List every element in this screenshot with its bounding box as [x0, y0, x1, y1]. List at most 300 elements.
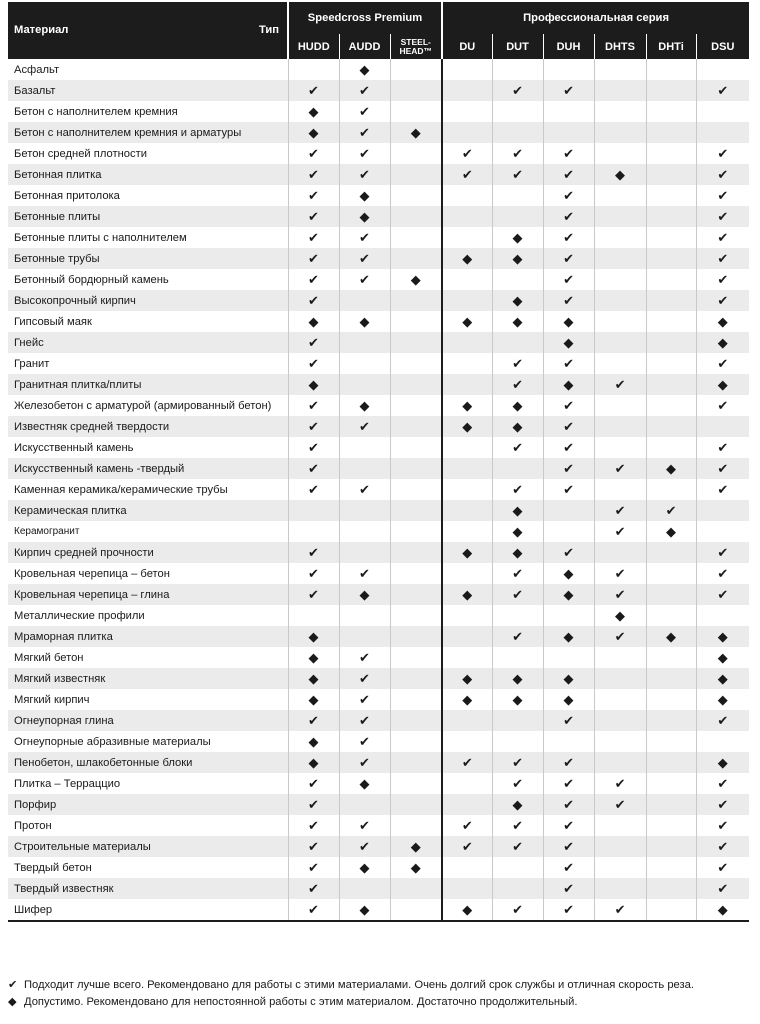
- rating-cell: [646, 563, 696, 584]
- rating-cell: ✔: [594, 626, 646, 647]
- rating-cell: [594, 710, 646, 731]
- rating-cell: ✔: [288, 143, 339, 164]
- rating-cell: ◆: [339, 857, 390, 878]
- rating-cell: ◆: [696, 752, 749, 773]
- rating-cell: ◆: [492, 542, 543, 563]
- rating-cell: ✔: [288, 857, 339, 878]
- rating-cell: [442, 290, 492, 311]
- rating-cell: [288, 500, 339, 521]
- rating-cell: ◆: [288, 668, 339, 689]
- rating-cell: ◆: [543, 332, 594, 353]
- rating-cell: [646, 311, 696, 332]
- check-icon: ✔: [8, 979, 18, 991]
- rating-cell: ✔: [339, 143, 390, 164]
- rating-cell: ✔: [543, 437, 594, 458]
- material-name: Железобетон с арматурой (армированный бетон): [14, 399, 272, 412]
- rating-cell: ◆: [594, 605, 646, 626]
- rating-cell: [646, 542, 696, 563]
- material-name: Известняк средней твердости: [8, 416, 288, 437]
- table-row: [8, 563, 749, 584]
- rating-cell: ✔: [339, 164, 390, 185]
- rating-cell: ✔: [696, 542, 749, 563]
- rating-cell: [594, 101, 646, 122]
- rating-cell: [646, 80, 696, 101]
- rating-cell: ✔: [543, 752, 594, 773]
- rating-cell: [390, 80, 442, 101]
- rating-cell: ✔: [696, 458, 749, 479]
- rating-cell: [696, 731, 749, 752]
- table-row: [8, 269, 749, 290]
- rating-cell: [442, 185, 492, 206]
- rating-cell: [390, 479, 442, 500]
- rating-cell: ✔: [696, 269, 749, 290]
- rating-cell: ✔: [696, 710, 749, 731]
- material-name: Огнеупорные абразивные материалы: [14, 735, 211, 748]
- rating-cell: ✔: [339, 710, 390, 731]
- rating-cell: ◆: [543, 584, 594, 605]
- rating-cell: ◆: [288, 122, 339, 143]
- rating-cell: ✔: [288, 227, 339, 248]
- rating-cell: ✔: [288, 899, 339, 921]
- rating-cell: ✔: [492, 836, 543, 857]
- material-name: Каменная керамика/керамические трубы: [14, 483, 228, 496]
- rating-cell: [390, 605, 442, 626]
- rating-cell: [543, 59, 594, 80]
- rating-cell: [442, 521, 492, 542]
- rating-cell: ✔: [339, 479, 390, 500]
- rating-cell: ✔: [696, 227, 749, 248]
- rating-cell: ◆: [288, 374, 339, 395]
- rating-cell: [390, 647, 442, 668]
- rating-cell: [594, 689, 646, 710]
- rating-cell: [646, 815, 696, 836]
- rating-cell: ◆: [696, 668, 749, 689]
- rating-cell: [390, 416, 442, 437]
- rating-cell: [390, 101, 442, 122]
- table-row: [8, 521, 749, 542]
- rating-cell: [594, 332, 646, 353]
- table-row: [8, 542, 749, 563]
- rating-cell: [646, 878, 696, 899]
- rating-cell: [492, 332, 543, 353]
- rating-cell: [646, 332, 696, 353]
- rating-cell: [594, 185, 646, 206]
- rating-cell: ✔: [696, 164, 749, 185]
- rating-cell: [442, 878, 492, 899]
- column-header: DHTi: [646, 34, 696, 59]
- rating-cell: ✔: [339, 689, 390, 710]
- rating-cell: [646, 836, 696, 857]
- rating-cell: ✔: [696, 395, 749, 416]
- rating-cell: ◆: [288, 689, 339, 710]
- rating-cell: [646, 374, 696, 395]
- material-name: Высокопрочный кирпич: [8, 290, 288, 311]
- rating-cell: [442, 59, 492, 80]
- rating-cell: ◆: [288, 731, 339, 752]
- legend-best-text: Подходит лучше всего. Рекомендовано для работы с этими материалами. Очень долгий срок службы и отличная скорость реза.: [24, 979, 694, 991]
- rating-cell: ✔: [492, 164, 543, 185]
- rating-cell: ✔: [288, 878, 339, 899]
- column-header: DSU: [696, 34, 749, 59]
- column-header: DUT: [492, 34, 543, 59]
- rating-cell: [646, 395, 696, 416]
- rating-cell: ◆: [696, 899, 749, 921]
- rating-cell: [543, 101, 594, 122]
- rating-cell: [696, 122, 749, 143]
- rating-cell: ✔: [696, 584, 749, 605]
- rating-cell: [594, 59, 646, 80]
- rating-cell: ✔: [696, 878, 749, 899]
- material-name: Протон: [14, 819, 52, 832]
- rating-cell: [390, 185, 442, 206]
- rating-cell: ✔: [442, 752, 492, 773]
- material-name: Гнейс: [8, 332, 288, 353]
- table-row: [8, 416, 749, 437]
- rating-cell: [594, 815, 646, 836]
- rating-cell: ✔: [339, 269, 390, 290]
- rating-cell: ◆: [442, 395, 492, 416]
- material-name: Бетонный бордюрный камень: [14, 273, 169, 286]
- rating-cell: ✔: [288, 584, 339, 605]
- rating-cell: ✔: [339, 122, 390, 143]
- rating-cell: [543, 605, 594, 626]
- rating-cell: [492, 185, 543, 206]
- table-row: [8, 437, 749, 458]
- rating-cell: ✔: [442, 143, 492, 164]
- rating-cell: [492, 59, 543, 80]
- rating-cell: ◆: [339, 899, 390, 921]
- table-row: [8, 290, 749, 311]
- table-row: [8, 374, 749, 395]
- table-row: [8, 773, 749, 794]
- rating-cell: ✔: [492, 80, 543, 101]
- rating-cell: ✔: [543, 248, 594, 269]
- rating-cell: ◆: [543, 689, 594, 710]
- rating-cell: ◆: [594, 164, 646, 185]
- rating-cell: [339, 626, 390, 647]
- table-row: [8, 689, 749, 710]
- rating-cell: ✔: [492, 353, 543, 374]
- rating-cell: ✔: [543, 815, 594, 836]
- rating-cell: ◆: [492, 290, 543, 311]
- rating-cell: [390, 59, 442, 80]
- rating-cell: [492, 647, 543, 668]
- rating-cell: [390, 878, 442, 899]
- rating-cell: [442, 479, 492, 500]
- material-name: Мягкий кирпич: [14, 693, 90, 706]
- table-row: [8, 731, 749, 752]
- rating-cell: ✔: [696, 437, 749, 458]
- rating-cell: [390, 626, 442, 647]
- rating-cell: ✔: [288, 269, 339, 290]
- rating-cell: ✔: [492, 479, 543, 500]
- table-row: [8, 80, 749, 101]
- rating-cell: ◆: [339, 311, 390, 332]
- rating-cell: ◆: [646, 626, 696, 647]
- rating-cell: [543, 122, 594, 143]
- material-name: Гранитная плитка/плиты: [8, 374, 288, 395]
- rating-cell: [390, 437, 442, 458]
- rating-cell: ✔: [288, 185, 339, 206]
- rating-cell: ✔: [696, 185, 749, 206]
- rating-cell: [594, 269, 646, 290]
- rating-cell: ✔: [594, 563, 646, 584]
- corner-header: [8, 2, 288, 59]
- rating-cell: ◆: [288, 101, 339, 122]
- rating-cell: [442, 773, 492, 794]
- rating-cell: ✔: [492, 899, 543, 921]
- rating-cell: ✔: [492, 815, 543, 836]
- rating-cell: [390, 311, 442, 332]
- rating-cell: [492, 122, 543, 143]
- table-row: [8, 395, 749, 416]
- rating-cell: [442, 857, 492, 878]
- rating-cell: ✔: [543, 290, 594, 311]
- rating-cell: ✔: [492, 752, 543, 773]
- material-name: Гипсовый маяк: [14, 315, 92, 328]
- rating-cell: [543, 731, 594, 752]
- rating-cell: [442, 374, 492, 395]
- rating-cell: ✔: [696, 248, 749, 269]
- rating-cell: ◆: [543, 563, 594, 584]
- rating-cell: ◆: [288, 626, 339, 647]
- rating-cell: [390, 332, 442, 353]
- rating-cell: ✔: [288, 773, 339, 794]
- table-row: [8, 311, 749, 332]
- rating-cell: ✔: [543, 416, 594, 437]
- rating-cell: [442, 794, 492, 815]
- rating-cell: ✔: [339, 752, 390, 773]
- column-header: STEEL-HEAD™: [390, 34, 442, 59]
- rating-cell: ✔: [288, 479, 339, 500]
- rating-cell: ✔: [594, 500, 646, 521]
- rating-cell: ✔: [543, 395, 594, 416]
- rating-cell: [646, 731, 696, 752]
- table-row: [8, 647, 749, 668]
- rating-cell: [390, 227, 442, 248]
- material-name: Бетонные плиты с наполнителем: [14, 231, 187, 244]
- rating-cell: [492, 269, 543, 290]
- rating-cell: ◆: [696, 647, 749, 668]
- rating-cell: [390, 164, 442, 185]
- rating-cell: [390, 374, 442, 395]
- rating-cell: ✔: [594, 584, 646, 605]
- rating-cell: ✔: [543, 269, 594, 290]
- rating-cell: [390, 521, 442, 542]
- rating-cell: ✔: [339, 80, 390, 101]
- rating-cell: [646, 773, 696, 794]
- rating-cell: [646, 227, 696, 248]
- table-row: [8, 815, 749, 836]
- rating-cell: [390, 752, 442, 773]
- rating-cell: [646, 584, 696, 605]
- rating-cell: ✔: [543, 710, 594, 731]
- rating-cell: [594, 836, 646, 857]
- rating-cell: [594, 479, 646, 500]
- rating-cell: ◆: [492, 668, 543, 689]
- rating-cell: ✔: [594, 521, 646, 542]
- rating-cell: ✔: [339, 248, 390, 269]
- rating-cell: ✔: [543, 227, 594, 248]
- rating-cell: [594, 80, 646, 101]
- material-name: Плитка – Терраццио: [14, 777, 121, 790]
- rating-cell: [442, 647, 492, 668]
- table-row: [8, 332, 749, 353]
- rating-cell: ✔: [696, 815, 749, 836]
- rating-cell: [594, 311, 646, 332]
- rating-cell: ✔: [288, 815, 339, 836]
- rating-cell: ✔: [339, 668, 390, 689]
- rating-cell: [594, 143, 646, 164]
- rating-cell: ✔: [543, 353, 594, 374]
- rating-cell: ✔: [543, 185, 594, 206]
- rating-cell: ◆: [442, 899, 492, 921]
- rating-cell: [288, 59, 339, 80]
- rating-cell: ◆: [696, 311, 749, 332]
- compatibility-table: [8, 2, 749, 922]
- rating-cell: [442, 206, 492, 227]
- rating-cell: [646, 122, 696, 143]
- rating-cell: ✔: [339, 731, 390, 752]
- rating-cell: ✔: [288, 458, 339, 479]
- rating-cell: [390, 563, 442, 584]
- material-name: Керамическая плитка: [8, 500, 288, 521]
- rating-cell: [646, 269, 696, 290]
- rating-cell: [390, 143, 442, 164]
- rating-cell: ✔: [492, 626, 543, 647]
- rating-cell: ✔: [543, 878, 594, 899]
- rating-cell: ◆: [339, 395, 390, 416]
- material-name: Базальт: [8, 80, 288, 101]
- rating-cell: ✔: [696, 143, 749, 164]
- material-name: Искусственный камень: [14, 441, 134, 454]
- rating-cell: ✔: [594, 458, 646, 479]
- rating-cell: [390, 290, 442, 311]
- rating-cell: ✔: [288, 836, 339, 857]
- rating-cell: ◆: [442, 248, 492, 269]
- rating-cell: [339, 878, 390, 899]
- rating-cell: [594, 122, 646, 143]
- rating-cell: [646, 668, 696, 689]
- rating-cell: [543, 647, 594, 668]
- rating-cell: ✔: [288, 395, 339, 416]
- rating-cell: [390, 458, 442, 479]
- rating-cell: [594, 752, 646, 773]
- rating-cell: ◆: [288, 752, 339, 773]
- rating-cell: [442, 227, 492, 248]
- rating-cell: ◆: [492, 395, 543, 416]
- table-row: [8, 185, 749, 206]
- rating-cell: [646, 59, 696, 80]
- rating-cell: [288, 605, 339, 626]
- material-name: Керамогранит: [14, 526, 80, 537]
- rating-cell: ◆: [543, 374, 594, 395]
- table-row: [8, 458, 749, 479]
- rating-cell: [696, 500, 749, 521]
- rating-cell: ✔: [543, 164, 594, 185]
- rating-cell: ◆: [390, 269, 442, 290]
- rating-cell: [696, 416, 749, 437]
- rating-cell: ◆: [492, 500, 543, 521]
- table-row: [8, 143, 749, 164]
- table-row: [8, 710, 749, 731]
- rating-cell: [696, 605, 749, 626]
- rating-cell: ◆: [646, 458, 696, 479]
- rating-cell: ◆: [442, 311, 492, 332]
- rating-cell: [594, 437, 646, 458]
- rating-cell: ✔: [696, 563, 749, 584]
- rating-cell: [594, 353, 646, 374]
- material-name: Бетонная притолока: [14, 189, 120, 202]
- rating-cell: [390, 689, 442, 710]
- table-row: [8, 605, 749, 626]
- rating-cell: ✔: [339, 815, 390, 836]
- rating-cell: ✔: [543, 206, 594, 227]
- rating-cell: [390, 395, 442, 416]
- rating-cell: ✔: [492, 374, 543, 395]
- rating-cell: [594, 731, 646, 752]
- table-row: [8, 206, 749, 227]
- rating-cell: [646, 416, 696, 437]
- table-row: [8, 752, 749, 773]
- rating-cell: [442, 101, 492, 122]
- material-name: Шифер: [8, 899, 288, 921]
- material-name: Бетонная плитка: [8, 164, 288, 185]
- rating-cell: [594, 542, 646, 563]
- rating-cell: ✔: [288, 206, 339, 227]
- rating-cell: ✔: [288, 794, 339, 815]
- rating-cell: [442, 269, 492, 290]
- rating-cell: ✔: [288, 164, 339, 185]
- rating-cell: ✔: [696, 353, 749, 374]
- rating-cell: [492, 878, 543, 899]
- material-name: Бетонные трубы: [8, 248, 288, 269]
- rating-cell: [646, 752, 696, 773]
- rating-cell: [442, 122, 492, 143]
- rating-cell: ✔: [288, 542, 339, 563]
- rating-cell: [646, 479, 696, 500]
- rating-cell: ✔: [339, 647, 390, 668]
- material-name: Кровельная черепица – бетон: [14, 567, 170, 580]
- table-row: [8, 626, 749, 647]
- rating-cell: ✔: [646, 500, 696, 521]
- rating-cell: [646, 185, 696, 206]
- material-name: Порфир: [8, 794, 288, 815]
- rating-cell: [492, 101, 543, 122]
- rating-cell: ◆: [442, 668, 492, 689]
- rating-cell: ✔: [696, 836, 749, 857]
- rating-cell: [339, 290, 390, 311]
- material-name: Твердый известняк: [8, 878, 288, 899]
- rating-cell: [339, 521, 390, 542]
- rating-cell: [492, 731, 543, 752]
- rating-cell: ✔: [543, 542, 594, 563]
- table-row: [8, 59, 749, 80]
- rating-cell: [442, 353, 492, 374]
- rating-cell: [646, 647, 696, 668]
- rating-cell: [390, 773, 442, 794]
- rating-cell: ◆: [492, 521, 543, 542]
- rating-cell: ✔: [696, 479, 749, 500]
- table-row: [8, 479, 749, 500]
- material-header: Материал: [14, 24, 69, 36]
- material-name: Бетон с наполнителем кремния и арматуры: [8, 122, 288, 143]
- rating-cell: [696, 101, 749, 122]
- rating-cell: [390, 794, 442, 815]
- legend-ok-text: Допустимо. Рекомендовано для непостоянной работы с этим материалом. Достаточно продолжительный.: [24, 996, 578, 1008]
- rating-cell: ◆: [390, 122, 442, 143]
- material-name: Металлические профили: [14, 609, 145, 622]
